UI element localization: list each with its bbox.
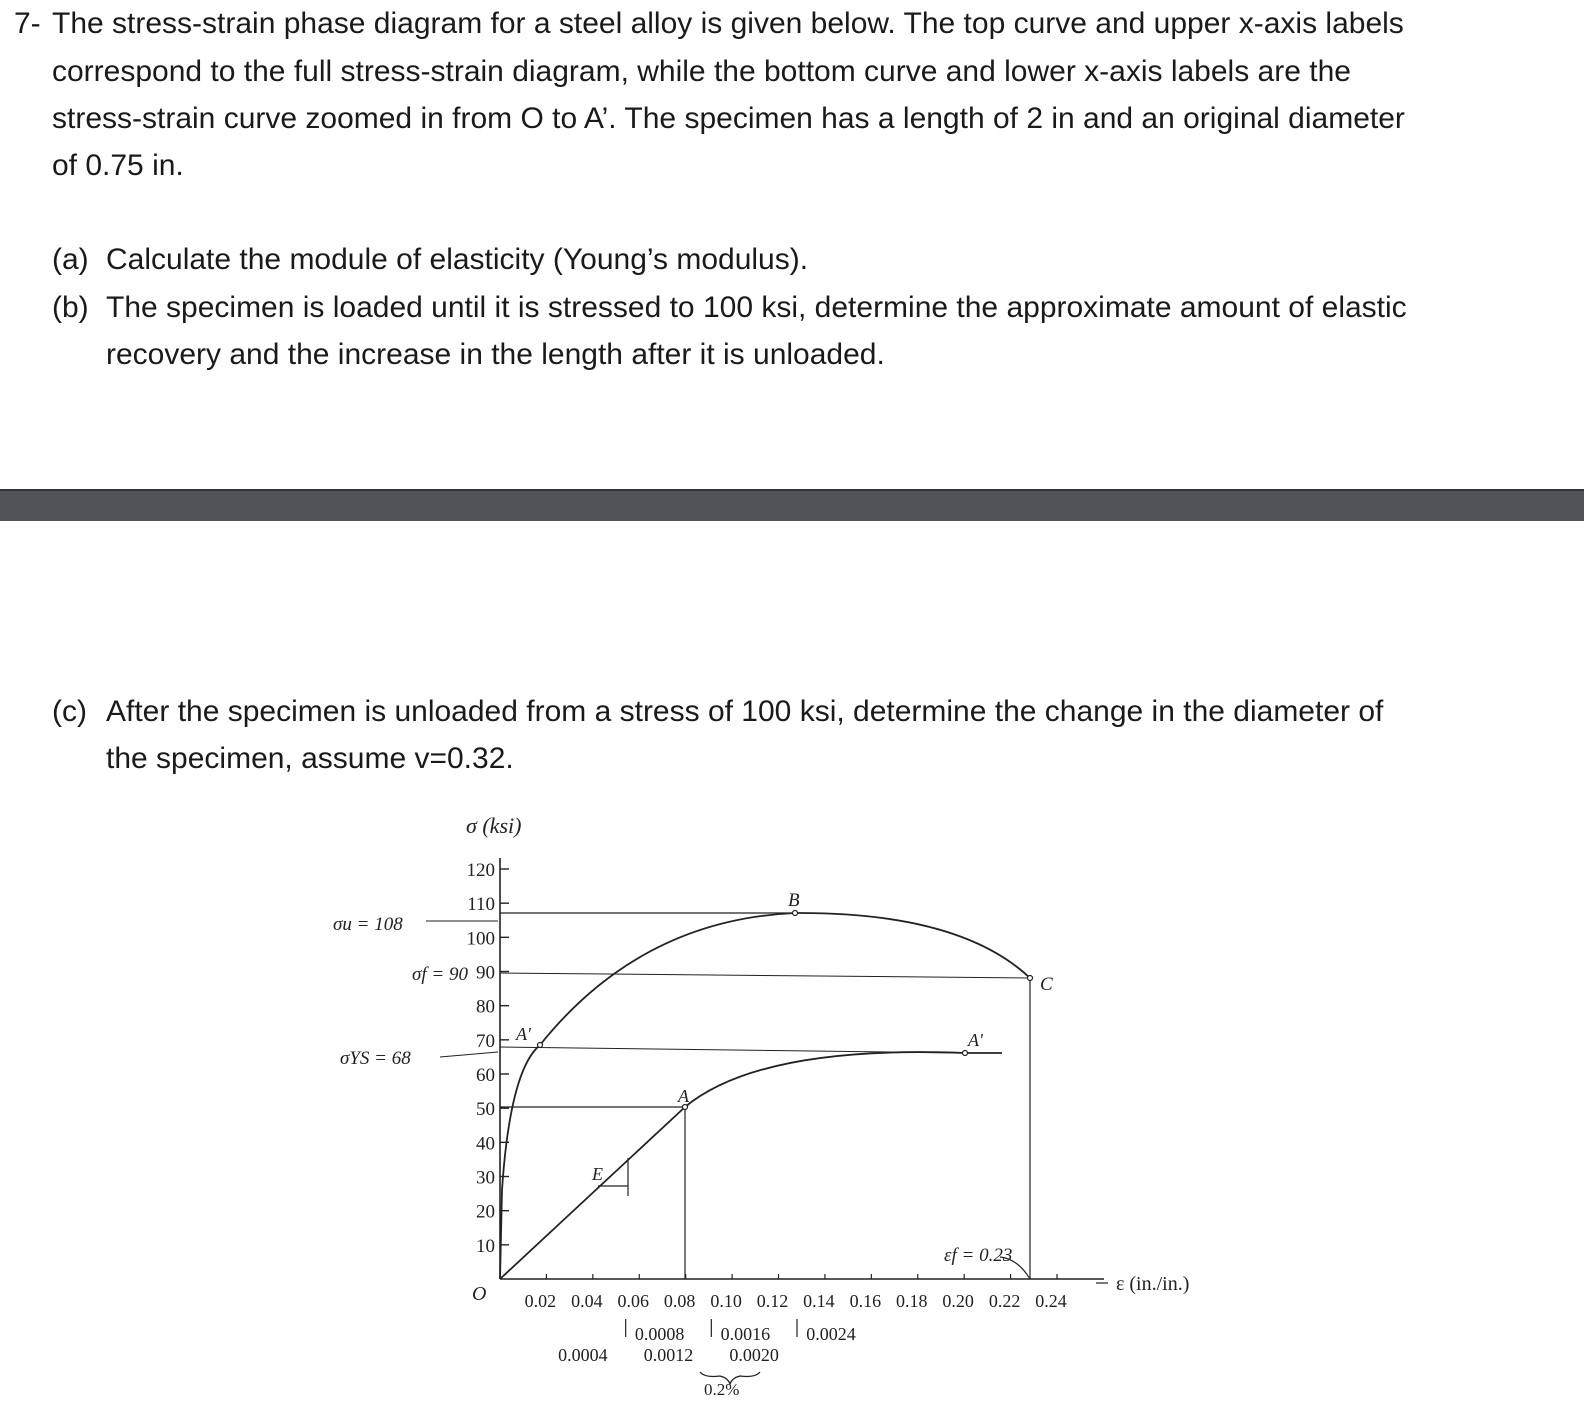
point-B-marker [793,911,798,916]
y-tick-label: 100 [466,928,495,950]
point-A-prime-top-marker [538,1043,543,1048]
y-tick-label: 110 [467,894,495,916]
point-A-prime-bottom-label: A' [968,1030,983,1050]
part-c-label: (c) [52,695,87,728]
guide-sigma-f [500,973,1030,978]
y-tick-label: 50 [476,1099,495,1121]
x-tick-lower-bottom-label: 0.0004 [558,1345,608,1365]
part-a-text: Calculate the module of elasticity (Young’s modulus). [106,243,809,276]
y-axis-label: σ (ksi) [466,813,522,838]
x-tick-upper-label: 0.10 [710,1291,742,1311]
part-b-label: (b) [52,291,89,324]
y-tick-label: 120 [466,860,495,881]
part-c-text-2: the specimen, assume v=0.32. [106,742,514,775]
x-tick-upper-label: 0.24 [1035,1291,1067,1311]
x-tick-lower-top-label: 0.0016 [720,1324,771,1344]
x-tick-upper-label: 0.18 [896,1291,928,1311]
eps-f-label: εf = 0.23 [944,1245,1013,1266]
point-B-label: B [788,890,800,911]
part-c-text-1: After the specimen is unloaded from a stress of 100 ksi, determine the change in the diameter of [106,695,1384,728]
part-b-text-1: The specimen is loaded until it is stressed to 100 ksi, determine the approximate amount of elastic [106,291,1407,324]
intro-line-2: correspond to the full stress-strain diagram, while the bottom curve and lower x-axis labels are the [52,55,1351,88]
point-A-prime-bottom-marker [963,1051,968,1056]
intro-line-4: of 0.75 in. [52,149,184,182]
x-tick-upper-label: 0.04 [571,1291,603,1311]
full-curve [500,913,1030,1279]
part-b-text-2: recovery and the increase in the length after it is unloaded. [106,338,885,371]
part-a-label: (a) [52,243,89,276]
x-tick-upper-label: 0.02 [524,1291,557,1311]
y-tick-label: 60 [476,1065,495,1086]
x-ticks [525,1274,1067,1365]
x-tick-lower-top-label: 0.0024 [806,1324,856,1344]
sigma-ys-leader [440,1052,498,1057]
sigma-u-label: σu = 108 [333,914,403,935]
x-tick-upper-label: 0.22 [988,1291,1021,1311]
x-tick-upper-label: 0.16 [849,1291,882,1311]
intro-line-3: stress-strain curve zoomed in from O to A’. The specimen has a length of 2 in and an original diameter [52,102,1405,135]
x-axis-label: ε (in./in.) [1116,1273,1190,1295]
stress-strain-diagram [0,800,1584,1420]
intro-line-1: The stress-strain phase diagram for a steel alloy is given below. The top curve and upper x-axis labels [52,7,1404,40]
x-tick-lower-bottom-label: 0.0012 [643,1345,694,1365]
offset-label: 0.2% [704,1380,740,1399]
point-C-marker [1028,976,1033,981]
slope-E-label: E [592,1164,603,1184]
y-tick-label: 40 [476,1133,495,1155]
x-tick-upper-label: 0.08 [663,1291,696,1311]
question-number: 7- [14,7,41,40]
y-tick-label: 80 [476,996,495,1018]
y-tick-label: 30 [476,1167,495,1189]
y-tick-label: 70 [476,1030,495,1052]
y-tick-label: 10 [476,1235,495,1257]
x-tick-upper-label: 0.14 [803,1291,835,1311]
point-C-label: C [1040,974,1053,995]
point-A-prime-top-label: A' [516,1024,531,1044]
y-tick-label: 20 [476,1201,495,1223]
x-tick-upper-label: 0.20 [942,1291,974,1311]
origin-label: O [472,1283,487,1305]
page-divider [0,489,1584,521]
sigma-ys-label: σYS = 68 [340,1048,411,1069]
x-tick-upper-label: 0.06 [617,1291,649,1311]
zoomed-curve [500,1052,1002,1279]
y-tick-label: 90 [476,962,495,984]
point-A-label: A [678,1086,689,1106]
x-tick-lower-bottom-label: 0.0020 [729,1345,779,1365]
sigma-f-label: σf = 90 [412,964,468,985]
x-tick-upper-label: 0.12 [756,1291,789,1311]
x-tick-lower-top-label: 0.0008 [634,1324,685,1344]
